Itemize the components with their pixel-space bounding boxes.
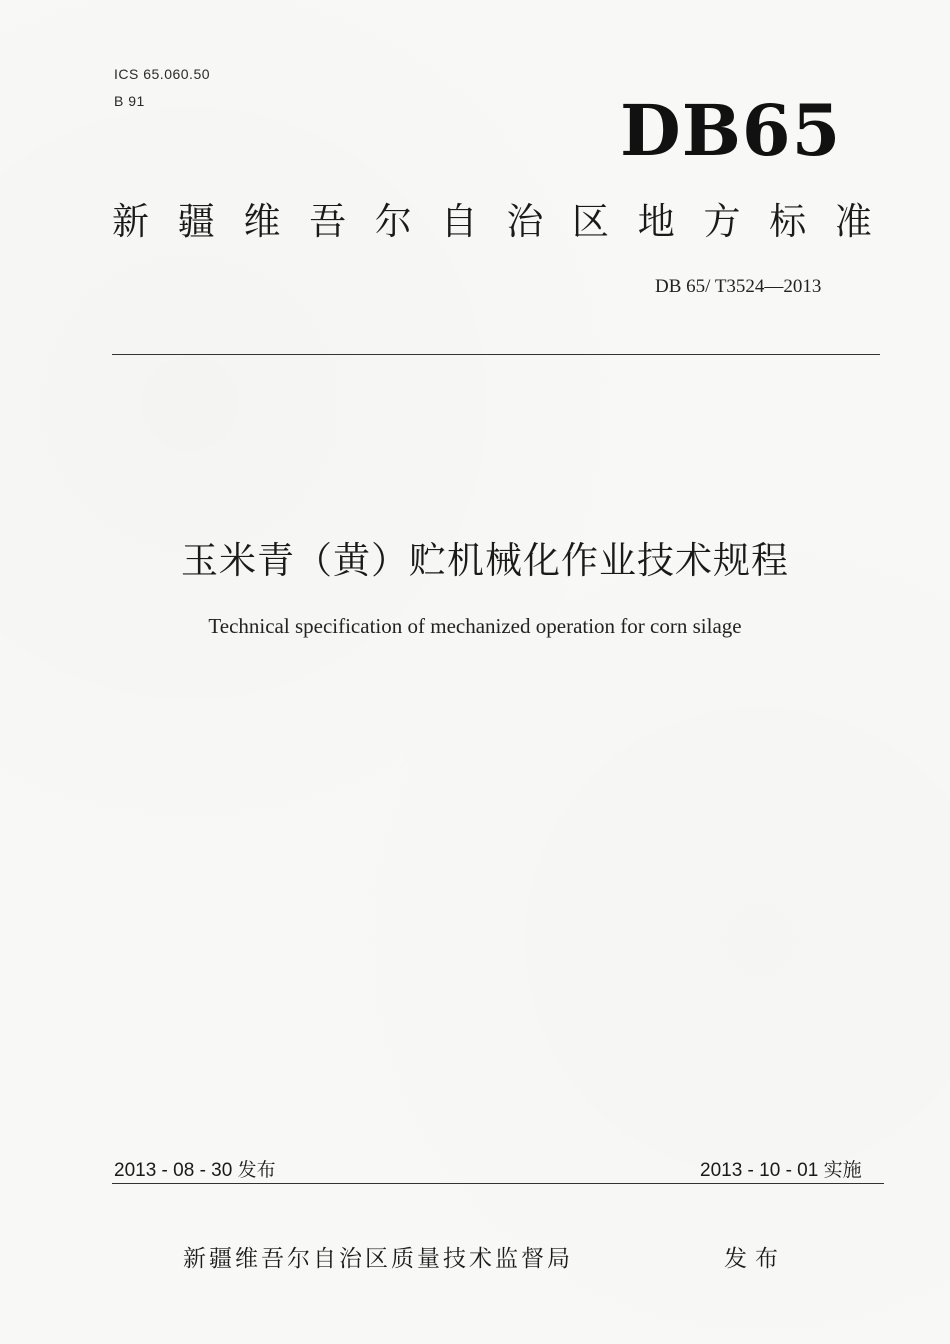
header-divider: [112, 354, 880, 355]
standard-type-char: 维: [243, 200, 281, 243]
standard-type-char: 方: [703, 200, 741, 243]
ccs-code: B 91: [114, 93, 145, 109]
standard-type-char: 区: [572, 200, 610, 243]
chinese-title: 玉米青（黄）贮机械化作业技术规程: [181, 539, 789, 582]
standard-type-char: 尔: [374, 200, 412, 243]
standard-type-char: 自: [440, 200, 478, 243]
standard-type-char: 准: [834, 200, 872, 243]
db65-logo: DB65: [620, 89, 842, 172]
standard-type-heading: [112, 200, 872, 244]
publish-date: 2013 - 08 - 30 发布: [114, 1160, 276, 1181]
english-title: Technical specification of mechanized operation for corn silage: [208, 614, 742, 638]
standard-number: DB 65/ T3524—2013: [655, 276, 822, 297]
standard-type-char: 新: [112, 200, 149, 243]
implement-date: 2013 - 10 - 01 实施: [700, 1160, 862, 1181]
issuing-authority: 新疆维吾尔自治区质量技术监督局: [183, 1246, 573, 1272]
issue-label: 发布: [724, 1246, 786, 1272]
footer-divider: [112, 1183, 884, 1184]
standard-type-char: 地: [637, 200, 675, 243]
standard-type-char: 疆: [177, 200, 215, 243]
standard-type-char: 吾: [309, 200, 347, 243]
ics-code: ICS 65.060.50: [114, 66, 211, 82]
standard-type-char: 标: [769, 200, 807, 243]
standard-type-char: 治: [506, 200, 544, 243]
